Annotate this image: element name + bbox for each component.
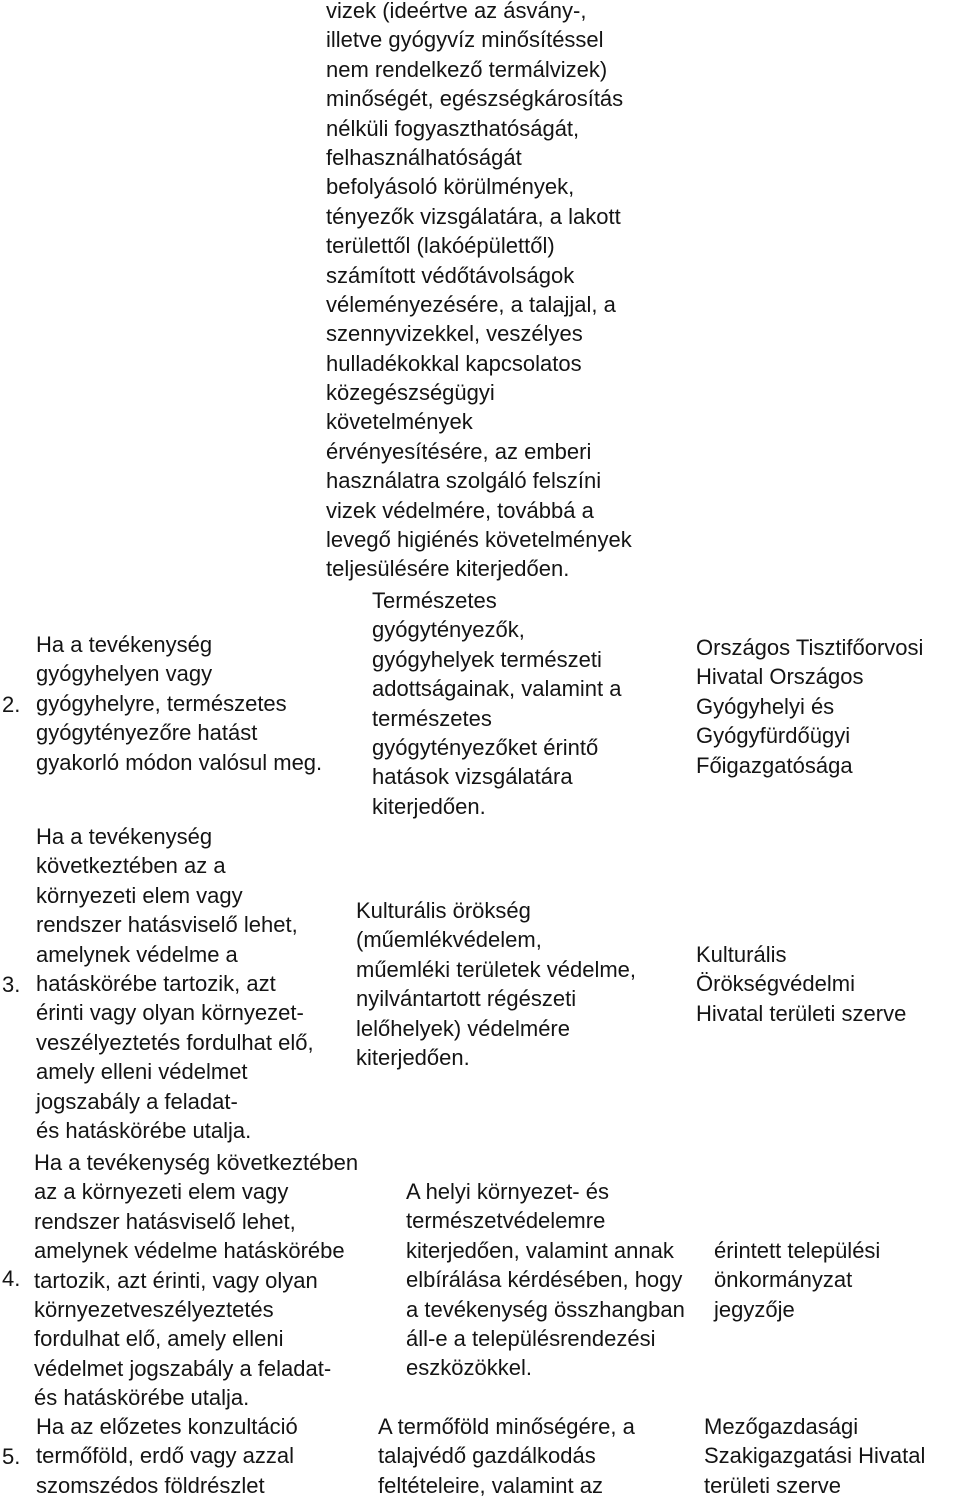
scope-line: felhasználhatóságát [326, 144, 522, 170]
row-4-number: 4. [2, 1266, 21, 1291]
scope-line: tényezők vizsgálatára, a lakott [326, 203, 621, 229]
scope-line: kiterjedően. [372, 793, 486, 819]
scope-line: Kulturális örökség [356, 898, 531, 923]
scope-line: közegészségügyi [326, 380, 495, 406]
authority-line: Főigazgatósága [696, 752, 853, 778]
condition-line: rendszer hatásviselő lehet, [36, 912, 298, 938]
scope-line: kiterjedően, valamint annak [406, 1237, 674, 1263]
scope-line: vizek (ideértve az ásvány-, [326, 0, 587, 23]
scope-line: nélküli fogyaszthatóságát, [326, 115, 580, 141]
scope-line: gyógytényezőket érintő [372, 734, 599, 760]
condition-line: védelmet jogszabály a feladat- [34, 1355, 332, 1381]
scope-line: nem rendelkező termálvizek) [326, 56, 608, 82]
authority-line: Hivatal területi szerve [696, 1000, 907, 1026]
scope-line: használatra szolgáló felszíni [326, 468, 602, 494]
authority-line: Gyógyfürdőügyi [696, 723, 851, 749]
condition-line: termőföld, erdő vagy azzal [36, 1443, 295, 1469]
scope-line: szennyvizekkel, veszélyes [326, 321, 583, 347]
authority-line: Mezőgazdasági [704, 1414, 859, 1439]
scope-line: területtől (lakóépülettől) [326, 233, 555, 259]
condition-line: gyógyhelyre, természetes [36, 690, 287, 716]
scope-line: (műemlékvédelem, [356, 927, 542, 953]
row-5-condition [36, 1412, 298, 1500]
condition-line: fordulhat elő, amely elleni [34, 1326, 284, 1352]
authority-line: területi szerve [704, 1472, 841, 1498]
condition-line: jogszabály a feladat- [36, 1088, 238, 1114]
authority-line: Örökségvédelmi [696, 971, 855, 997]
row-5-scope [378, 1412, 635, 1500]
row-5-number: 5. [2, 1444, 21, 1469]
row-3-scope [356, 896, 636, 1072]
scope-line: A termőföld minőségére, a [378, 1414, 635, 1439]
condition-line: tartozik, azt érinti, vagy olyan [34, 1267, 318, 1293]
scope-line: minőségét, egészségkárosítás [326, 86, 624, 112]
row-5-authority [704, 1412, 925, 1500]
authority-line: Szakigazgatási Hivatal [704, 1443, 926, 1469]
condition-line: érinti vagy olyan környezet- [36, 1000, 304, 1026]
scope-line: áll-e a településrendezési [406, 1325, 656, 1351]
scope-line: vizek védelmére, továbbá a [326, 497, 594, 523]
authority-line: Országos Tisztifőorvosi [696, 635, 924, 660]
row-2-number: 2. [2, 692, 21, 717]
authority-line: Kulturális [696, 942, 787, 967]
scope-line: lelőhelyek) védelmére [356, 1015, 570, 1041]
row-3-authority [696, 940, 906, 1028]
scope-line: műemléki területek védelme, [356, 956, 637, 982]
condition-line: Ha az előzetes konzultáció [36, 1414, 298, 1439]
authority-line: érintett települési [714, 1238, 881, 1263]
condition-line: következtében az a [36, 853, 226, 879]
row-2-authority [696, 633, 923, 780]
scope-line: talajvédő gazdálkodás [378, 1443, 596, 1469]
scope-line: eszközökkel. [406, 1355, 532, 1381]
row-4-condition [34, 1148, 358, 1413]
condition-line: az a környezeti elem vagy [34, 1179, 289, 1205]
condition-line: amelynek védelme hatáskörébe [34, 1238, 345, 1264]
condition-line: környezetveszélyeztetés [34, 1296, 274, 1322]
condition-line: szomszédos földrészlet [36, 1472, 265, 1498]
scope-line: hulladékokkal kapcsolatos [326, 350, 582, 376]
row-4-scope [406, 1177, 685, 1383]
row-4-authority [714, 1236, 880, 1324]
condition-line: Ha a tevékenység következtében [34, 1150, 359, 1175]
scope-line: számított védőtávolságok [326, 262, 575, 288]
condition-line: amelynek védelme a [36, 941, 238, 967]
condition-line: gyógytényezőre hatást [36, 720, 258, 746]
row-2-scope [372, 586, 622, 821]
row-3-number: 3. [2, 972, 21, 997]
condition-line: rendszer hatásviselő lehet, [34, 1208, 296, 1234]
row-2-condition [36, 630, 322, 777]
condition-line: és hatáskörébe utalja. [36, 1117, 252, 1143]
condition-line: környezeti elem vagy [36, 882, 243, 908]
condition-line: amely elleni védelmet [36, 1059, 248, 1085]
scope-line: levegő higiénés követelmények [326, 527, 632, 553]
condition-line: gyakorló módon valósul meg. [36, 749, 323, 775]
scope-line: természetes [372, 705, 492, 731]
scope-line: kiterjedően. [356, 1044, 470, 1070]
condition-line: hatáskörébe tartozik, azt [36, 970, 276, 996]
scope-line: A helyi környezet- és [406, 1179, 609, 1204]
condition-line: és hatáskörébe utalja. [34, 1385, 250, 1411]
authority-line: Gyógyhelyi és [696, 693, 835, 719]
condition-line: gyógyhelyen vagy [36, 661, 213, 687]
condition-line: veszélyeztetés fordulhat elő, [36, 1029, 314, 1055]
scope-line: gyógyhelyek természeti [372, 646, 602, 672]
authority-line: jegyzője [714, 1296, 795, 1322]
scope-line: követelmények [326, 409, 473, 435]
scope-line: véleményezésére, a talajjal, a [326, 291, 616, 317]
scope-line: elbírálása kérdésében, hogy [406, 1267, 683, 1293]
authority-line: Hivatal Országos [696, 664, 864, 690]
condition-line: Ha a tevékenység [36, 632, 213, 657]
scope-line: befolyásoló körülmények, [326, 174, 575, 200]
scope-line: gyógytényezők, [372, 617, 525, 643]
scope-line: hatások vizsgálatára [372, 764, 573, 790]
scope-line: a tevékenység összhangban [406, 1296, 685, 1322]
scope-line: természetvédelemre [406, 1208, 606, 1234]
row-3-condition [36, 822, 314, 1145]
scope-line: érvényesítésére, az emberi [326, 438, 592, 464]
scope-line: nyilvántartott régészeti [356, 986, 577, 1012]
scope-line: Természetes [372, 588, 497, 613]
row-1-scope [326, 0, 632, 584]
scope-line: adottságainak, valamint a [372, 676, 622, 702]
scope-line: feltételeire, valamint az [378, 1472, 603, 1498]
condition-line: Ha a tevékenység [36, 824, 213, 849]
scope-line: illetve gyógyvíz minősítéssel [326, 27, 604, 53]
authority-line: önkormányzat [714, 1267, 853, 1293]
scope-line: teljesülésére kiterjedően. [326, 556, 570, 582]
